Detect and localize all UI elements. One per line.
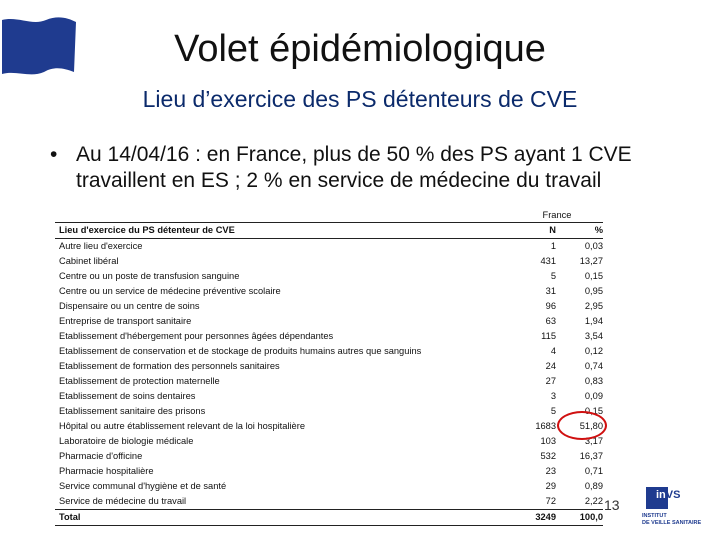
slide-title: Volet épidémiologique — [174, 28, 546, 70]
table-row — [55, 269, 603, 284]
row-n: 532 — [540, 451, 556, 461]
row-percent: 0,83 — [584, 376, 603, 386]
row-location: Centre ou un service de médecine préventive scolaire — [59, 286, 281, 296]
table-row — [55, 314, 603, 329]
invs-logo — [640, 487, 702, 535]
table-row — [55, 374, 603, 389]
highlight-circle — [557, 411, 607, 440]
row-n: 63 — [545, 316, 556, 326]
row-n: 5 — [550, 271, 556, 281]
row-location: Etablissement d'hébergement pour personnes âgées dépendantes — [59, 331, 334, 341]
row-n: 1683 — [535, 421, 556, 431]
table-row — [55, 479, 603, 494]
row-percent: 0,15 — [584, 271, 603, 281]
row-percent: 0,03 — [584, 241, 603, 251]
row-location: Entreprise de transport sanitaire — [59, 316, 192, 326]
row-percent: 16,37 — [579, 451, 603, 461]
row-n: 3 — [550, 391, 556, 401]
row-n: 1 — [550, 241, 556, 251]
row-location: Service communal d'hygiène et de santé — [59, 481, 227, 491]
logo-name: inVS — [656, 489, 681, 501]
bullet-text: Au 14/04/16 : en France, plus de 50 % des PS ayant 1 CVE travaillent en ES ; 2 % en service de médecine du travail — [76, 143, 632, 192]
row-location: Pharmacie d'officine — [59, 451, 143, 461]
row-n: 31 — [545, 286, 556, 296]
row-percent: 0,12 — [584, 346, 603, 356]
row-location: Pharmacie hospitalière — [59, 466, 154, 476]
row-percent: 3,54 — [584, 331, 603, 341]
row-location: Autre lieu d'exercice — [59, 241, 143, 251]
table-row — [55, 449, 603, 464]
row-n: 115 — [541, 331, 556, 341]
row-n: 24 — [545, 361, 556, 371]
row-n: 431 — [540, 256, 556, 266]
row-percent: 1,94 — [584, 316, 603, 326]
row-location: Hôpital ou autre établissement relevant de la loi hospitalière — [59, 421, 305, 431]
table-row — [55, 494, 603, 510]
row-location: Service de médecine du travail — [59, 496, 187, 506]
column-header-location: Lieu d'exercice du PS détenteur de CVE — [55, 223, 511, 239]
table-group-header: France — [542, 209, 572, 220]
table-row — [55, 284, 603, 299]
row-n: 27 — [545, 376, 556, 386]
row-percent: 0,09 — [584, 391, 603, 401]
page-number: 13 — [604, 497, 620, 513]
table-row — [55, 254, 603, 269]
column-header-percent: % — [556, 223, 603, 239]
table-header-row — [55, 223, 603, 239]
row-location: Etablissement de conservation et de stockage de produits humains autres que sanguins — [59, 346, 422, 356]
table-row — [55, 464, 603, 479]
row-percent: 0,71 — [584, 466, 603, 476]
table-row — [55, 359, 603, 374]
total-percent: 100,0 — [556, 510, 603, 526]
row-n: 23 — [545, 466, 556, 476]
table-row — [55, 329, 603, 344]
row-location: Etablissement de protection maternelle — [59, 376, 220, 386]
table-row — [55, 389, 603, 404]
row-location: Laboratoire de biologie médicale — [59, 436, 194, 446]
table-row — [55, 419, 603, 434]
row-percent: 0,89 — [584, 481, 603, 491]
total-n: 3249 — [511, 510, 556, 526]
logo-subtitle: INSTITUT DE VEILLE SANITAIRE — [642, 513, 702, 526]
data-table-image — [55, 207, 603, 525]
row-location: Etablissement sanitaire des prisons — [59, 406, 206, 416]
row-n: 4 — [550, 346, 556, 356]
row-n: 96 — [545, 301, 556, 311]
table-row — [55, 299, 603, 314]
row-percent: 13,27 — [579, 256, 603, 266]
row-location: Centre ou un poste de transfusion sanguine — [59, 271, 240, 281]
row-n: 103 — [540, 436, 556, 446]
exercise-location-table — [55, 207, 603, 526]
table-total-row — [55, 510, 603, 526]
bullet-symbol: • — [50, 143, 58, 166]
row-percent: 0,95 — [584, 286, 603, 296]
row-n: 29 — [545, 481, 556, 491]
row-percent: 0,74 — [584, 361, 603, 371]
row-percent: 0,15 — [584, 406, 603, 416]
row-location: Etablissement de soins dentaires — [59, 391, 196, 401]
slide-subtitle: Lieu d’exercice des PS détenteurs de CVE — [142, 86, 578, 112]
row-percent: 3,17 — [584, 436, 603, 446]
table-row — [55, 239, 603, 255]
row-location: Etablissement de formation des personnels sanitaires — [59, 361, 280, 371]
row-location: Dispensaire ou un centre de soins — [59, 301, 200, 311]
row-location: Cabinet libéral — [59, 256, 119, 266]
row-n: 5 — [550, 406, 556, 416]
table-row — [55, 404, 603, 419]
row-percent: 2,22 — [584, 496, 603, 506]
total-label: Total — [55, 510, 511, 526]
table-row — [55, 344, 603, 359]
row-percent: 2,95 — [584, 301, 603, 311]
row-n: 72 — [545, 496, 556, 506]
table-row — [55, 434, 603, 449]
column-header-n: N — [511, 223, 556, 239]
row-percent: 51,80 — [579, 421, 603, 431]
